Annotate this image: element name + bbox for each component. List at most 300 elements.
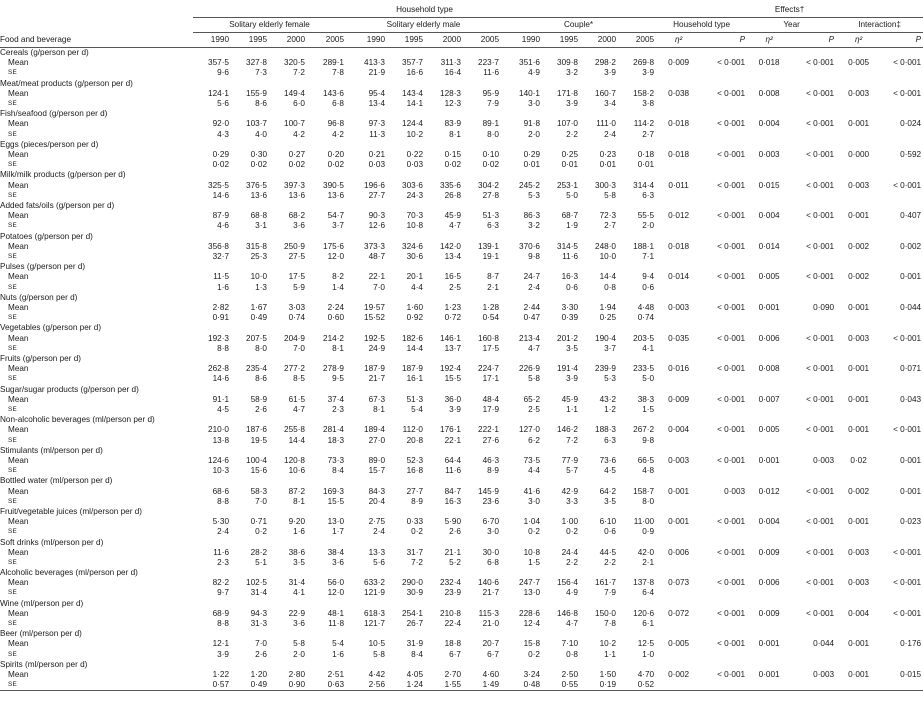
se-value-cell: 27·0 (368, 435, 385, 445)
se-value-cell: 0·74 (637, 313, 655, 323)
mean-value-cell: 56·0 (327, 578, 344, 588)
mean-value-cell: 120·8 (284, 455, 305, 465)
se-value-cell: 24·3 (406, 190, 423, 200)
se-value-cell: 0·39 (561, 313, 578, 323)
eta-value-cell: 0·014 (758, 241, 780, 251)
mean-value-cell: 226·9 (519, 364, 540, 374)
mean-value-cell: 64·4 (444, 455, 461, 465)
p-value-cell: < 0·001 (717, 58, 746, 68)
se-value-cell: 27·7 (368, 190, 385, 200)
mean-value-cell: 0·29 (523, 149, 540, 159)
se-label: SE (8, 650, 18, 658)
se-value-cell: 3·2 (528, 221, 540, 231)
mean-value-cell: 11·5 (213, 272, 229, 282)
empty-cell (701, 466, 747, 476)
se-value-cell: 4·7 (528, 343, 540, 353)
empty-cell (791, 405, 836, 415)
empty-cell (747, 99, 791, 109)
empty-cell (836, 405, 881, 415)
mean-value-cell: 239·9 (595, 364, 616, 374)
empty-cell (656, 344, 701, 354)
se-value-cell: 1·5 (528, 557, 540, 567)
mean-value-cell: 150·0 (595, 608, 616, 618)
empty-cell (881, 558, 923, 568)
mean-value-cell: 315·8 (246, 241, 267, 251)
empty-cell (701, 619, 747, 629)
empty-cell (881, 283, 923, 293)
se-value-cell: 6·3 (642, 190, 655, 200)
empty-cell (791, 588, 836, 598)
mean-value-cell: 190·4 (595, 333, 616, 343)
se-value-cell: 8·4 (411, 649, 423, 659)
se-value-cell: 0·49 (231, 680, 269, 691)
eta-value-cell: 0·016 (668, 364, 690, 374)
eta-value-cell: 0·038 (668, 88, 690, 98)
empty-cell (747, 527, 791, 537)
p-value-cell: < 0·001 (717, 88, 746, 98)
se-value-cell: 15·7 (368, 466, 385, 476)
eta-value-cell: 0·001 (848, 394, 870, 404)
empty-cell (656, 405, 701, 415)
se-value-cell: 1·2 (604, 404, 616, 414)
se-value-cell: 13·7 (444, 343, 461, 353)
mean-value-cell: 146·8 (557, 608, 578, 618)
mean-value-cell: 84·7 (444, 486, 461, 496)
mean-value-cell: 351·6 (519, 58, 540, 68)
se-value-cell: 0·72 (444, 313, 461, 323)
se-value-cell: 2·4 (373, 527, 385, 537)
food-category-row (0, 568, 923, 578)
se-value-cell: 12·3 (444, 98, 461, 108)
empty-cell (747, 619, 791, 629)
se-value-cell: 0·92 (406, 313, 423, 323)
mean-value-cell: 370·6 (519, 241, 540, 251)
empty-cell (881, 344, 923, 354)
se-value-cell: 13·4 (444, 251, 461, 261)
year-heading: 2000 (580, 33, 618, 48)
se-value-cell: 13·6 (288, 190, 305, 200)
se-value-cell: 11·6 (562, 251, 578, 261)
se-value-cell: 4·9 (566, 588, 578, 598)
se-value-cell: 2·3 (332, 404, 344, 414)
eta-value-cell: 0·001 (848, 119, 870, 129)
mean-value-cell: 143·6 (323, 88, 344, 98)
p-value-cell: 0·592 (900, 149, 922, 159)
mean-value-cell: 140·6 (478, 578, 499, 588)
mean-value-cell: 0·10 (482, 149, 499, 159)
mean-value-cell: 18·8 (444, 639, 461, 649)
mean-value-cell: 5·8 (293, 639, 305, 649)
se-value-cell: 121·9 (364, 588, 385, 598)
se-value-cell: 3·8 (642, 98, 655, 108)
se-value-cell: 11·3 (369, 129, 385, 139)
se-value-cell: 19·1 (482, 251, 499, 261)
mean-value-cell: 233·5 (633, 364, 655, 374)
se-value-cell: 4·7 (293, 404, 305, 414)
empty-cell (881, 99, 923, 109)
se-value-cell: 5·6 (217, 98, 229, 108)
mean-value-cell: 42·9 (561, 486, 578, 496)
mean-row (0, 456, 923, 466)
eta-value-cell: 0·009 (758, 547, 780, 557)
eta-value-cell: 0·001 (848, 211, 870, 221)
se-value-cell: 0·49 (250, 313, 267, 323)
food-category-label: Fruit/vegetable juices (ml/person per d) (0, 507, 142, 516)
empty-cell (791, 160, 836, 170)
se-value-cell: 0·91 (212, 313, 229, 323)
se-value-cell: 4·4 (528, 466, 540, 476)
se-value-cell: 7·0 (293, 343, 305, 353)
empty-cell (656, 466, 701, 476)
mean-value-cell: 146·2 (557, 425, 578, 435)
se-value-cell: 4·2 (332, 129, 344, 139)
se-value-cell: 12·0 (327, 251, 344, 261)
year-heading: 1990 (346, 33, 387, 48)
eta-value-cell: 0·018 (668, 241, 690, 251)
food-category-row (0, 507, 923, 517)
se-value-cell: 8·5 (293, 374, 305, 384)
mean-value-cell: 120·6 (633, 608, 655, 618)
empty-cell (881, 527, 923, 537)
mean-row (0, 181, 923, 191)
food-category-label: Sugar/sugar products (g/person per d) (0, 384, 139, 394)
se-value-cell: 5·7 (566, 466, 578, 476)
se-value-cell: 22·1 (444, 435, 461, 445)
empty-cell (747, 313, 791, 323)
empty-cell (656, 160, 701, 170)
se-value-cell: 12·6 (368, 221, 385, 231)
se-label: SE (8, 130, 18, 138)
mean-row (0, 517, 923, 527)
se-value-cell: 1·5 (642, 404, 655, 414)
empty-cell (836, 650, 881, 660)
empty-cell (791, 680, 836, 691)
se-value-cell: 13·4 (368, 98, 385, 108)
se-label: SE (8, 558, 18, 566)
p-value-cell: < 0·001 (806, 241, 835, 251)
mean-row (0, 242, 923, 252)
mean-value-cell: 9·20 (288, 517, 305, 527)
empty-cell (747, 221, 791, 231)
mean-value-cell: 28·2 (250, 547, 267, 557)
se-label: SE (8, 252, 18, 260)
mean-label: Mean (8, 88, 29, 98)
se-value-cell: 0·19 (580, 680, 618, 691)
eta-value-cell: 0·015 (758, 180, 780, 190)
mean-value-cell: 48·4 (482, 394, 499, 404)
se-row (0, 680, 923, 691)
empty-cell (656, 221, 701, 231)
eta-value-cell: 0·012 (668, 211, 690, 221)
mean-value-cell: 320·5 (284, 58, 305, 68)
mean-value-cell: 10·2 (599, 639, 616, 649)
mean-value-cell: 0·21 (368, 149, 385, 159)
se-value-cell: 0·6 (604, 527, 616, 537)
p-value-cell: < 0·001 (806, 180, 835, 190)
se-value-cell: 3·2 (566, 68, 578, 78)
se-value-cell: 9·8 (528, 251, 540, 261)
p-value-cell: < 0·001 (806, 211, 835, 221)
mean-value-cell: 253·1 (557, 180, 578, 190)
se-label: SE (8, 314, 18, 322)
se-value-cell: 2·4 (604, 129, 616, 139)
p-value-cell: < 0·001 (717, 578, 746, 588)
mean-value-cell: 2·24 (327, 302, 344, 312)
mean-value-cell: 189·4 (364, 425, 385, 435)
mean-value-cell: 300·3 (595, 180, 616, 190)
empty-cell (836, 191, 881, 201)
se-value-cell: 8·0 (642, 496, 655, 506)
mean-value-cell: 192·5 (364, 333, 385, 343)
empty-cell (656, 588, 701, 598)
mean-value-cell: 3·30 (561, 302, 578, 312)
group-heading-female: Solitary elderly female (193, 18, 346, 33)
food-category-row (0, 415, 923, 425)
p-value-cell: < 0·001 (806, 394, 835, 404)
mean-value-cell: 0·15 (444, 149, 461, 159)
mean-value-cell: 124·6 (208, 455, 229, 465)
food-category-label: Milk/milk products (g/person per d) (0, 170, 126, 180)
mean-value-cell: 30·0 (482, 547, 499, 557)
mean-value-cell: 289·1 (323, 58, 344, 68)
eta-value-cell: 0·003 (848, 578, 870, 588)
empty-cell (701, 130, 747, 140)
mean-row (0, 578, 923, 588)
empty-cell (791, 283, 836, 293)
se-value-cell: 0·2 (255, 527, 267, 537)
empty-cell (701, 680, 747, 691)
header-row-3 (0, 33, 923, 48)
mean-value-cell: 204·9 (284, 333, 305, 343)
mean-value-cell: 235·4 (246, 364, 267, 374)
se-value-cell: 1·24 (387, 680, 425, 691)
se-value-cell: 7·8 (604, 619, 616, 629)
se-value-cell: 0·48 (501, 680, 542, 691)
mean-value-cell: 222·1 (478, 425, 499, 435)
mean-value-cell: 207·5 (246, 333, 267, 343)
empty-cell (836, 527, 881, 537)
se-value-cell: 3·5 (293, 557, 305, 567)
mean-value-cell: 114·2 (633, 119, 655, 129)
se-value-cell: 3·7 (332, 221, 344, 231)
mean-value-cell: 68·7 (561, 211, 578, 221)
effect-heading-year: Year (747, 18, 836, 33)
food-category-label: Stimulants (ml/person per d) (0, 445, 103, 455)
mean-value-cell: 48·1 (327, 608, 344, 618)
mean-value-cell: 46·3 (482, 455, 499, 465)
mean-value-cell: 22·1 (368, 272, 385, 282)
p-value-cell: < 0·001 (806, 364, 835, 374)
se-row (0, 558, 923, 568)
food-category-row (0, 140, 923, 150)
mean-label: Mean (8, 149, 29, 159)
se-value-cell: 6·8 (487, 557, 499, 567)
empty-cell (791, 374, 836, 384)
mean-label: Mean (8, 272, 29, 282)
se-value-cell: 8·8 (217, 619, 229, 629)
mean-value-cell: 95·4 (368, 88, 385, 98)
eta-value-cell: 0·073 (668, 578, 690, 588)
se-value-cell: 27·5 (288, 251, 305, 261)
se-value-cell: 20·4 (368, 496, 385, 506)
food-category-label: Eggs (pieces/person per d) (0, 139, 99, 149)
se-value-cell: 5·8 (604, 190, 616, 200)
empty-cell (701, 405, 747, 415)
se-value-cell: 0·01 (561, 160, 578, 170)
mean-value-cell: 160·7 (595, 88, 616, 98)
se-value-cell: 0·57 (193, 680, 231, 691)
se-label: SE (8, 99, 18, 107)
eta-value-cell: 0·002 (848, 272, 870, 282)
se-value-cell: 0·02 (288, 160, 305, 170)
mean-value-cell: 11·00 (633, 517, 655, 527)
mean-row (0, 364, 923, 374)
food-category-row (0, 354, 923, 364)
mean-value-cell: 245·2 (519, 180, 540, 190)
se-value-cell: 21·9 (368, 68, 385, 78)
year-heading: 1990 (501, 33, 542, 48)
se-value-cell: 21·0 (482, 619, 499, 629)
se-value-cell: 7·1 (642, 251, 655, 261)
eta-value-cell: 0·001 (758, 670, 780, 680)
p-heading: P (701, 33, 747, 48)
p-value-cell: 0·001 (900, 455, 922, 465)
mean-value-cell: 72·3 (599, 211, 616, 221)
empty-cell (701, 313, 747, 323)
se-value-cell: 1·9 (566, 221, 578, 231)
mean-value-cell: 13·0 (327, 517, 344, 527)
mean-value-cell: 290·0 (402, 578, 423, 588)
se-value-cell: 7·0 (255, 496, 267, 506)
mean-value-cell: 158·7 (633, 486, 655, 496)
group-heading-male: Solitary elderly male (346, 18, 501, 33)
mean-value-cell: 160·8 (478, 333, 499, 343)
header-row-1 (0, 3, 923, 18)
eta-value-cell: 0·003 (668, 455, 690, 465)
p-value-cell: 0·001 (900, 272, 922, 282)
empty-cell (747, 68, 791, 78)
mean-value-cell: 0·30 (250, 149, 267, 159)
mean-value-cell: 68·8 (250, 211, 267, 221)
p-value-cell: < 0·001 (806, 58, 835, 68)
mean-value-cell: 176·1 (440, 425, 461, 435)
mean-row (0, 487, 923, 497)
se-value-cell: 3·3 (566, 496, 578, 506)
empty-cell (747, 650, 791, 660)
se-label: SE (8, 283, 18, 291)
mean-value-cell: 51·3 (482, 211, 499, 221)
se-value-cell: 15·6 (250, 466, 267, 476)
se-value-cell: 12·4 (523, 619, 540, 629)
se-row (0, 191, 923, 201)
mean-value-cell: 92·0 (212, 119, 229, 129)
se-value-cell: 0·54 (482, 313, 499, 323)
mean-row (0, 425, 923, 435)
se-value-cell: 11·8 (328, 619, 344, 629)
mean-value-cell: 70·3 (406, 211, 423, 221)
p-value-cell: 0·002 (900, 241, 922, 251)
se-value-cell: 3·0 (487, 527, 499, 537)
year-heading: 1995 (542, 33, 580, 48)
p-value-cell: < 0·001 (717, 241, 746, 251)
eta-value-cell: 0·006 (668, 547, 690, 557)
mean-label: Mean (8, 241, 29, 251)
se-value-cell: 4·7 (566, 619, 578, 629)
se-value-cell: 2·0 (293, 649, 305, 659)
se-value-cell: 8·6 (255, 98, 267, 108)
se-row (0, 283, 923, 293)
eta-value-cell: 0·009 (668, 394, 690, 404)
se-value-cell: 0·02 (212, 160, 229, 170)
p-value-cell: < 0·001 (717, 547, 746, 557)
p-value-cell: 0·003 (813, 455, 835, 465)
se-value-cell: 0·6 (642, 282, 655, 292)
se-value-cell: 13·6 (327, 190, 344, 200)
empty-cell (881, 680, 923, 691)
eta-value-cell: 0·018 (758, 58, 780, 68)
mean-value-cell: 303·6 (402, 180, 423, 190)
mean-value-cell: 54·7 (327, 211, 344, 221)
mean-value-cell: 269·8 (633, 58, 655, 68)
eta-value-cell: 0·004 (758, 517, 780, 527)
mean-row (0, 395, 923, 405)
mean-value-cell: 66·5 (637, 455, 655, 465)
se-label: SE (0, 680, 193, 691)
se-value-cell: 2·3 (217, 557, 229, 567)
p-value-cell: < 0·001 (806, 547, 835, 557)
se-value-cell: 2·7 (604, 221, 616, 231)
empty-cell (701, 191, 747, 201)
se-value-cell: 31·3 (250, 619, 267, 629)
mean-value-cell: 210·0 (208, 425, 229, 435)
empty-cell (881, 130, 923, 140)
mean-value-cell: 1·04 (523, 517, 540, 527)
food-category-label: Meat/meat products (g/person per d) (0, 78, 133, 88)
mean-value-cell: 52·3 (406, 455, 423, 465)
se-value-cell: 6·3 (604, 435, 616, 445)
mean-value-cell: 298·2 (595, 58, 616, 68)
se-value-cell: 3·7 (604, 343, 616, 353)
year-heading: 2000 (425, 33, 463, 48)
eta-value-cell: 0·003 (668, 302, 690, 312)
se-value-cell: 15·52 (364, 313, 385, 323)
se-value-cell: 15·5 (444, 374, 461, 384)
p-value-cell: < 0·001 (806, 333, 835, 343)
mean-label: Mean (8, 547, 29, 557)
eta-value-cell: 0·004 (848, 608, 870, 618)
food-category-label: Bottled water (ml/person per d) (0, 476, 113, 486)
mean-value-cell: 2·80 (288, 670, 305, 680)
se-value-cell: 0·01 (523, 160, 540, 170)
mean-value-cell: 149·4 (284, 88, 305, 98)
empty-cell (836, 221, 881, 231)
mean-value-cell: 37·4 (327, 394, 344, 404)
food-category-row (0, 538, 923, 548)
se-row (0, 650, 923, 660)
mean-row (0, 150, 923, 160)
p-value-cell: < 0·001 (806, 272, 835, 282)
se-value-cell: 2·2 (566, 557, 578, 567)
se-value-cell: 0·8 (604, 282, 616, 292)
mean-value-cell: 169·3 (323, 486, 344, 496)
empty-cell (836, 313, 881, 323)
se-value-cell: 4·1 (293, 588, 305, 598)
mean-label: Mean (8, 486, 29, 496)
se-value-cell: 4·9 (528, 68, 540, 78)
household-type-heading: Household type (193, 3, 656, 18)
se-label: SE (8, 405, 18, 413)
mean-value-cell: 262·8 (208, 364, 229, 374)
